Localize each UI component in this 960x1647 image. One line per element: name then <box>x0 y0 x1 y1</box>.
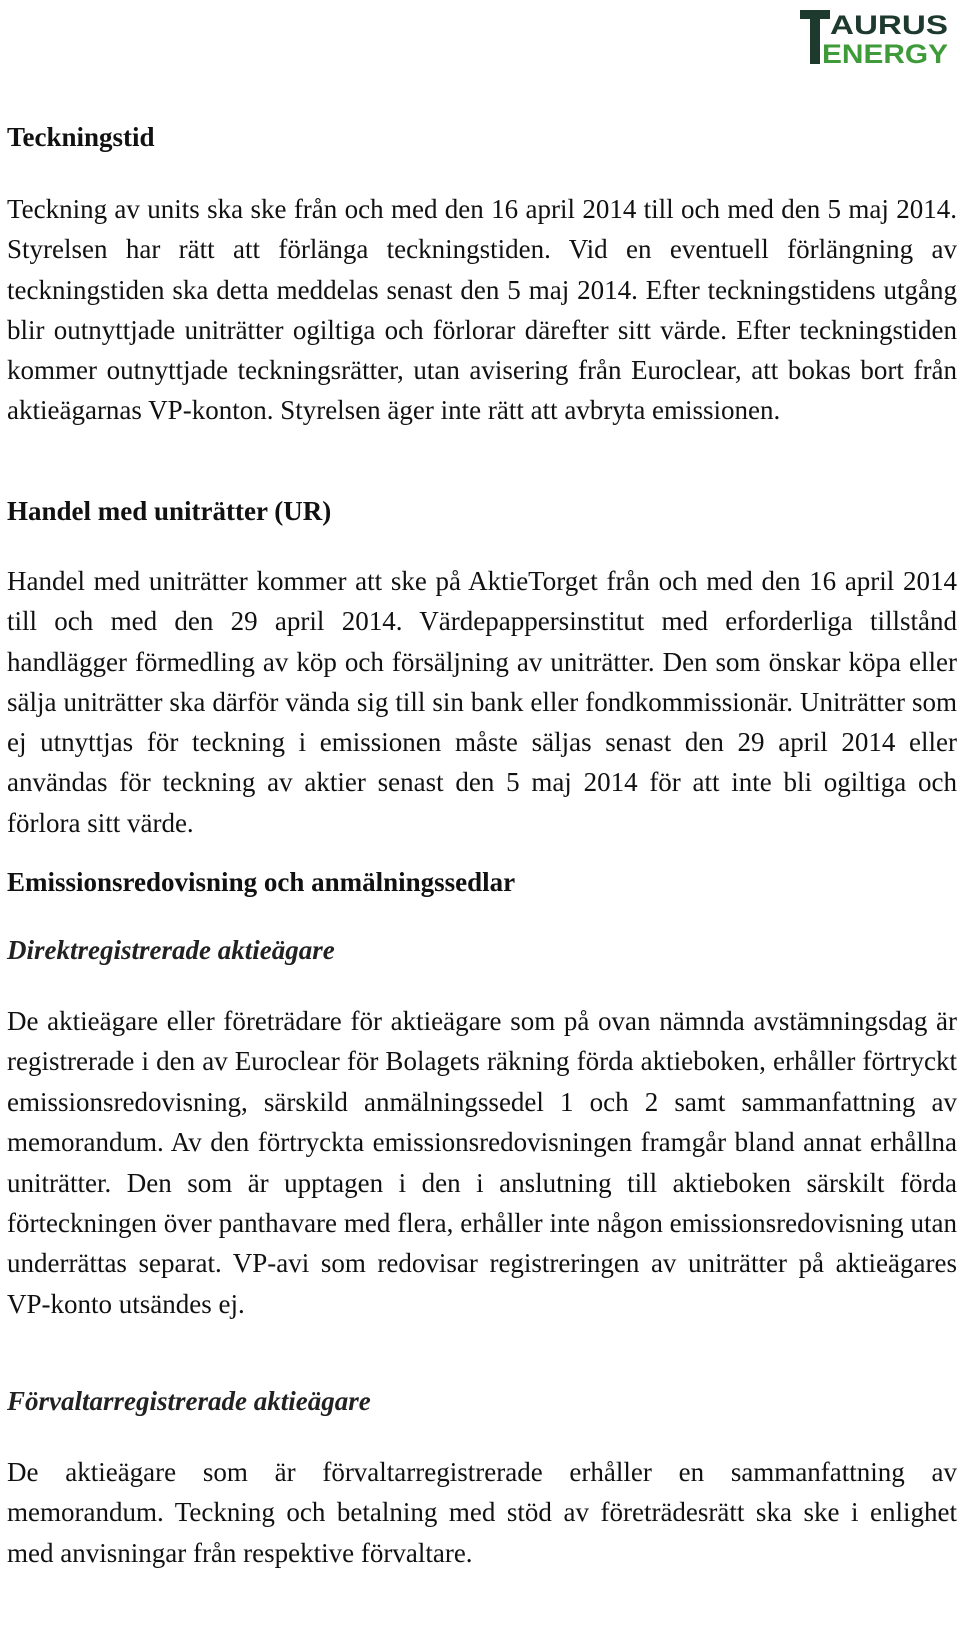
taurus-energy-logo <box>800 8 950 66</box>
svg-text:AURUS: AURUS <box>830 10 948 40</box>
svg-text:ENERGY: ENERGY <box>822 39 948 66</box>
heading-emissionsredovisning: Emissionsredovisning och anmälningssedlar <box>7 867 516 897</box>
paragraph-forvaltarregistrerade: De aktieägare som är förvaltarregistrerade erhåller en sammanfattning av memorandum. Teckning och betalning med stöd av företrädesrätt ska ske i enlighet med anvisningar från respektive förvaltare. <box>7 1457 957 1568</box>
subheading-direktregistrerade: Direktregistrerade aktieägare <box>7 935 335 965</box>
paragraph-teckningstid: Teckning av units ska ske från och med den 16 april 2014 till och med den 5 maj 2014. Styrelsen har rätt att förlänga teckningstiden. Vid en eventuell förlängning av teckningstiden ska detta meddelas senast den 5 maj 2014. Efter teckningstidens utgång blir outnyttjade uniträtter ogiltiga och förlorar därefter sitt värde. Efter teckningstiden kommer outnyttjade teckningsrätter, utan avisering från Euroclear, att bokas bort från aktieägarnas VP-konton. Styrelsen äger inte rätt att avbryta emissionen. <box>7 194 957 426</box>
subheading-forvaltarregistrerade: Förvaltarregistrerade aktieägare <box>7 1386 371 1416</box>
heading-teckningstid: Teckningstid <box>7 122 155 152</box>
paragraph-handel: Handel med uniträtter kommer att ske på AktieTorget från och med den 16 april 2014 till och med den 29 april 2014. Värdepappersinstitut med erforderliga tillstånd handlägger förmedling av köp och försäljning av uniträtter. Den som önskar köpa eller sälja uniträtter ska därför vända sig till sin bank eller fondkommissionär. Uniträtter som ej utnyttjas för teckning i emissionen måste säljas senast den 29 april 2014 eller användas för teckning av aktier senast den 5 maj 2014 för att inte bli ogiltiga och förlora sitt värde. <box>7 566 957 838</box>
paragraph-direktregistrerade: De aktieägare eller företrädare för aktieägare som på ovan nämnda avstämningsdag är registrerade i den av Euroclear för Bolagets räkning förda aktieboken, erhåller förtryckt emissionsredovisning, särskild anmälningssedel 1 och 2 samt sammanfattning av memorandum. Av den förtryckta emissionsredovisningen framgår bland annat erhållna uniträtter. Den som är upptagen i den i anslutning till aktieboken särskilt förda förteckningen över panthavare med flera, erhåller inte någon emissionsredovisning utan underrättas separat. VP-avi som redovisar registreringen av uniträtter på aktieägares VP-konto utsändes ej. <box>7 1006 957 1319</box>
heading-handel: Handel med uniträtter (UR) <box>7 496 332 526</box>
